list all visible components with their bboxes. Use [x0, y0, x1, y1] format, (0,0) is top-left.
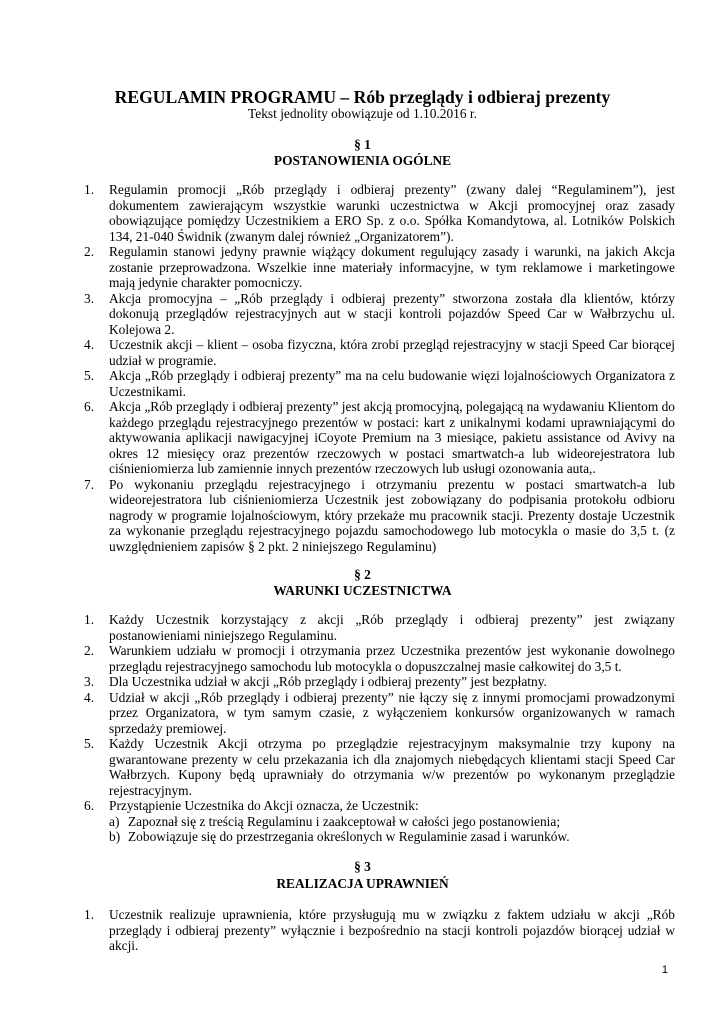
list-item-text: Akcja „Rób przeglądy i odbieraj prezenty” jest akcją promocyjną, polegającą na wydawaniu Klientom do każdego przeglądu rejestracyjnego prezentów w postaci: kart z unikalnymi kodami uprawniającymi do aktywowania aplikacji nawigacyjnej iCoyote Premium na 3 miesiące, pakietu assistance od Avivy na okres 12 miesięcy oraz prezentów rzeczowych w postaci smartwatch-a lub wideorejestratora lub ciśnieniomierza lub zamiennie innych prezentów rzeczowych lub usługi ozonowania auta,. — [109, 399, 675, 476]
sub-list-item — [109, 829, 675, 845]
list-item — [84, 674, 675, 690]
section-2-number: § 2 — [354, 567, 371, 582]
list-item — [84, 399, 675, 477]
sub-list-item-letter: a) — [109, 813, 120, 829]
list-item-number: 2. — [84, 244, 95, 259]
list-item-number: 4. — [84, 689, 95, 705]
list-item-number: 4. — [84, 337, 95, 352]
sub-list-item-text: Zobowiązuje się do przestrzegania określonych w Regulaminie zasad i warunków. — [128, 829, 570, 844]
section-3-number: § 3 — [354, 859, 371, 874]
list-item-text: Regulamin stanowi jedyny prawnie wiążący dokument regulujący zasady i warunki, na jakich Akcja zostanie przeprowadzona. Wszelkie inne materiały informacyjne, w tym reklamowe i marketingowe mają jedynie charakter pomocniczy. — [109, 244, 675, 290]
list-item — [84, 291, 675, 338]
list-item-number: 3. — [84, 674, 95, 689]
sub-list-item — [109, 814, 675, 830]
sub-list-item-text: Zapoznał się z treścią Regulaminu i zaakceptował w całości jego postanowienia; — [128, 813, 561, 829]
sub-list — [109, 814, 675, 845]
list-item-text: Dla Uczestnika udział w akcji „Rób przeglądy i odbieraj prezenty” jest bezpłatny. — [109, 674, 547, 689]
document-title: REGULAMIN PROGRAMU – Rób przeglądy i odbieraj prezenty — [114, 87, 611, 107]
list-item — [84, 244, 675, 291]
section-1-heading: POSTANOWIENIA OGÓLNE — [273, 153, 452, 168]
sub-list-item-letter: b) — [109, 829, 121, 844]
document-subtitle: Tekst jednolity obowiązuje od 1.10.2016 r. — [248, 106, 477, 121]
list-item-number: 6. — [84, 798, 95, 813]
list-item-number: 5. — [84, 736, 95, 751]
list-item — [84, 798, 675, 845]
list-item-text: Warunkiem udziału w promocji i otrzymania przez Uczestnika prezentów jest wykonanie dowolnego przeglądu rejestracyjnego samochodu lub motocykla o dopuszczalnej masie całkowitej do 3,5 t. — [109, 643, 675, 674]
list-item — [84, 337, 675, 368]
list-item-text: Po wykonaniu przeglądu rejestracyjnego i otrzymaniu prezentu w postaci smartwatch-a lub wideorejestratora lub ciśnieniomierza Uczestnik jest zobowiązany do podpisania protokołu odbioru nagrody w programie lojalnościowym, który przekaże mu pracownik stacji. Prezenty dostaje Uczestnik za wykonanie przeglądu rejestracyjnego pojazdu samochodowego lub motocykla o masie do 3,5 t. (z uwzględnieniem zapisów § 2 pkt. 2 niniejszego Regulaminu) — [109, 476, 675, 554]
list-item-text: Przystąpienie Uczestnika do Akcji oznacza, że Uczestnik: — [109, 798, 419, 813]
list-item-text: Udział w akcji „Rób przeglądy i odbieraj prezenty” nie łączy się z innymi promocjami prowadzonymi przez Organizatora, w tym samym czasie, z wyłączeniem konkursów organizowanych w ramach sprzedaży premiowej. — [109, 689, 675, 736]
list-item-number: 2. — [84, 643, 95, 658]
list-item — [84, 368, 675, 399]
list-item — [84, 690, 675, 737]
list-item — [84, 907, 675, 954]
section-3-heading: REALIZACJA UPRAWNIEŃ — [276, 876, 449, 891]
list-item — [84, 643, 675, 674]
list-item-number: 7. — [84, 476, 95, 492]
list-item-text: Akcja promocyjna – „Rób przeglądy i odbieraj prezenty” stworzona została dla klientów, którzy dokonują przeglądów rejestracyjnych aut w stacji kontroli pojazdów Speed Car w Wałbrzychu ul. Kolejowa 2. — [109, 290, 675, 337]
list-item-text: Uczestnik realizuje uprawnienia, które przysługują mu w związku z faktem udziału w akcji „Rób przeglądy i odbieraj prezenty” wyłącznie i bezpośrednio na stacji kontroli pojazdów biorącej udział w akcji. — [109, 907, 675, 953]
section-3-list — [84, 907, 675, 954]
list-item-number: 1. — [84, 612, 95, 627]
page-number: 1 — [661, 964, 668, 976]
list-item-text: Uczestnik akcji – klient – osoba fizyczna, która zrobi przegląd rejestracyjny w stacji Speed Car biorącej udział w programie. — [109, 337, 675, 368]
section-1-list — [84, 182, 675, 554]
list-item-text: Każdy Uczestnik korzystający z akcji „Rób przeglądy i odbieraj prezenty” jest związany postanowieniami niniejszego Regulaminu. — [109, 612, 675, 643]
section-2-heading: WARUNKI UCZESTNICTWA — [273, 583, 452, 598]
list-item-number: 5. — [84, 368, 95, 383]
list-item-number: 1. — [84, 907, 95, 922]
list-item — [84, 477, 675, 555]
list-item-number: 3. — [84, 290, 95, 306]
section-1-number: § 1 — [354, 137, 371, 152]
list-item-number: 6. — [84, 399, 95, 414]
list-item-text: Każdy Uczestnik Akcji otrzyma po przeglądzie rejestracyjnym maksymalnie trzy kupony na gwarantowane prezenty w celu przekazania ich dla znajomych niebędących klientami stacji Speed Car Wałbrzych. Kupony będą uprawniały do otrzymania w/w prezentów po wykonanym przeglądzie rejestracyjnym. — [109, 736, 675, 798]
list-item — [84, 182, 675, 244]
list-item — [84, 736, 675, 798]
list-item-text: Regulamin promocji „Rób przeglądy i odbieraj prezenty” (zwany dalej “Regulaminem”), jest dokumentem zawierającym wszystkie warunki uczestnictwa w Akcji promocyjnej oraz zasady obowiązujące pomiędzy Uczestnikiem a ERO Sp. z o.o. Spółka Komandytowa, al. Lotników Polskich 134, 21-040 Świdnik (zwanym dalej również „Organizatorem”). — [109, 182, 675, 244]
section-2-list — [84, 612, 675, 845]
list-item-text: Akcja „Rób przeglądy i odbieraj prezenty” ma na celu budowanie więzi lojalnościowych Organizatora z Uczestnikami. — [109, 368, 675, 399]
list-item — [84, 612, 675, 643]
list-item-number: 1. — [84, 182, 95, 197]
